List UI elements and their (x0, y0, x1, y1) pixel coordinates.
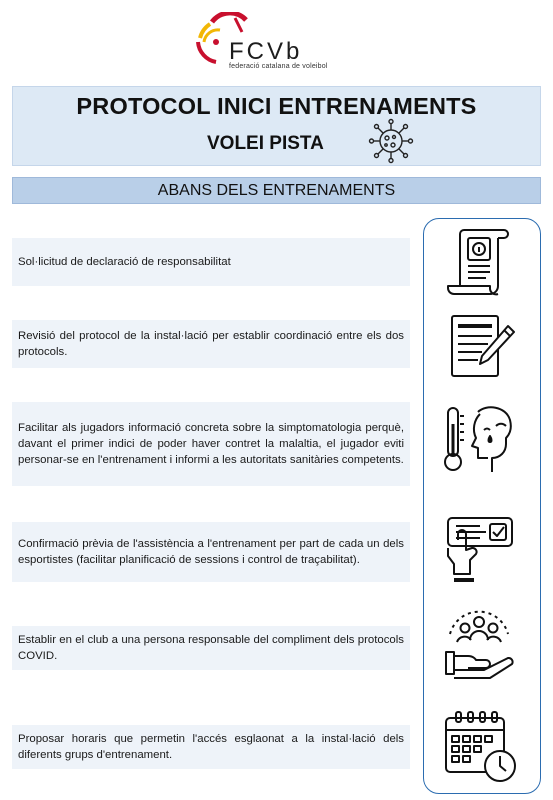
logo-wordmark: FCVb (229, 38, 303, 65)
list-item (12, 725, 410, 769)
page-title: PROTOCOL INICI ENTRENAMENTS (76, 93, 477, 119)
virus-icon (368, 118, 414, 164)
item-text: Proposar horaris que permetin l'accés esglaonat a la instal·lació dels diferents grups d'entrenament. (18, 733, 404, 761)
page-subtitle: VOLEI PISTA (207, 133, 324, 154)
logo-subtitle: federació catalana de voleibol (229, 63, 328, 70)
checklist-hand-icon (438, 510, 520, 586)
list-item (12, 626, 410, 670)
item-text: Establir en el club a una persona responsable del compliment dels protocols COVID. (18, 634, 404, 662)
item-text: Sol·licitud de declaració de responsabilitat (18, 256, 231, 268)
list-item (12, 522, 410, 582)
item-text: Facilitar als jugadors informació concreta sobre la simptomatologia perquè, davant el primer indici de poder haver contret la malaltia, el jugador eviti personar-se en l'entrenament i informi a les autoritats sanitàries competents. (18, 422, 404, 466)
fever-thermometer-icon (438, 400, 520, 476)
calendar-clock-icon (438, 708, 520, 784)
item-text: Confirmació prèvia de l'assistència a l'entrenament per part de cada un dels esportistes (facilitar planificació de sessions i control de traçabilitat). (18, 538, 404, 566)
item-text: Revisió del protocol de la instal·lació per establir coordinació entre els dos protocols. (18, 330, 404, 358)
pen-document-icon (438, 308, 520, 384)
document-scroll-icon (438, 224, 520, 300)
list-item (12, 320, 410, 368)
group-hand-icon (438, 604, 520, 680)
list-item (12, 402, 410, 486)
section-heading: ABANS DELS ENTRENAMENTS (12, 177, 541, 204)
list-item (12, 238, 410, 286)
title-box (12, 86, 541, 166)
